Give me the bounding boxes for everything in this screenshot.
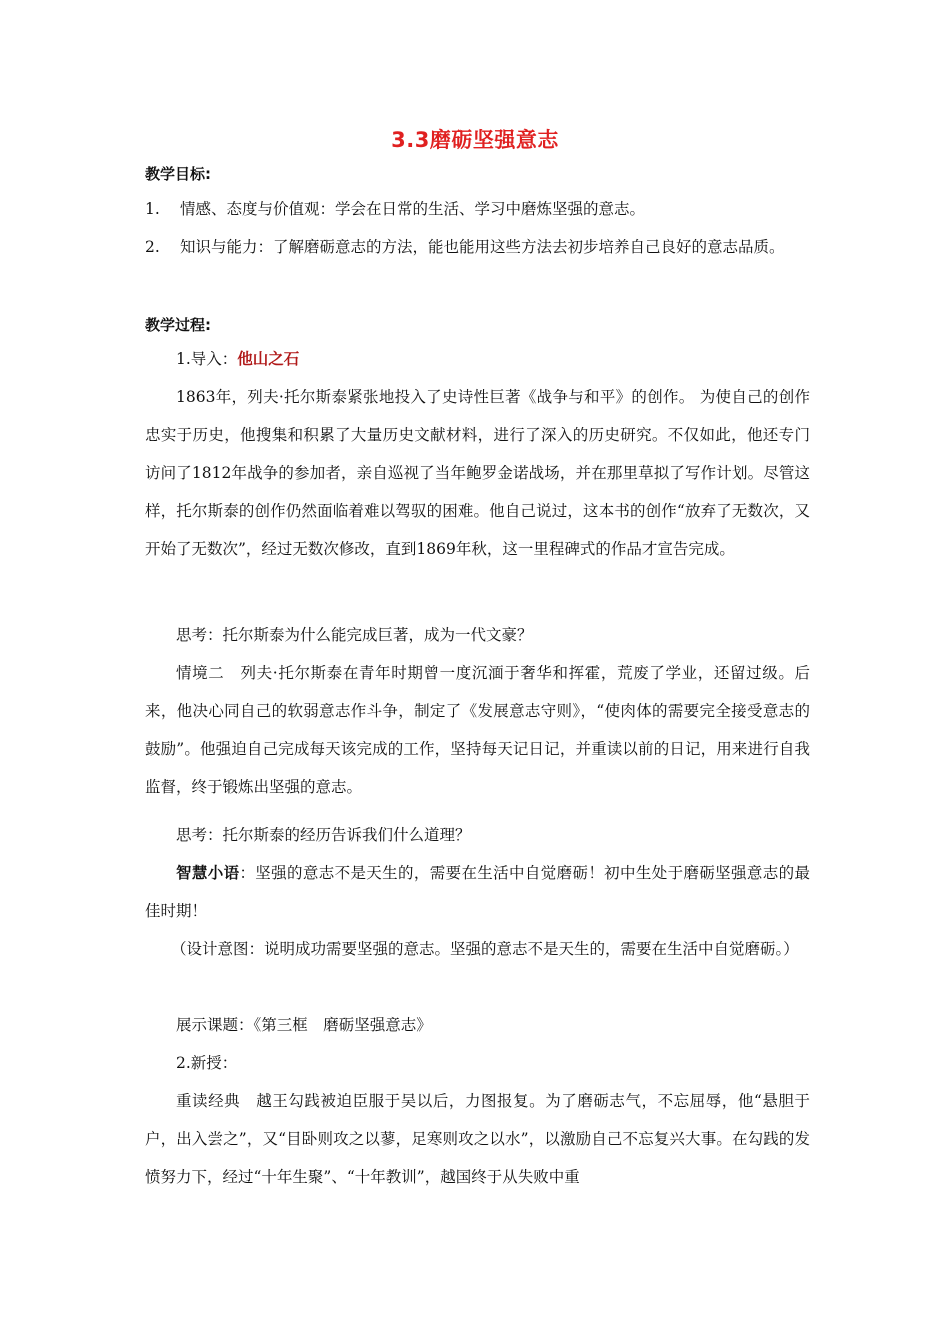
intro-label: 1.导入： [176,350,238,368]
design-intent: （设计意图：说明成功需要坚强的意志。坚强的意志不是天生的，需要在生活中自觉磨砺。） [171,940,799,958]
goal-item-text: 知识与能力：了解磨砺意志的方法，能也能用这些方法去初步培养自己良好的意志品质。 [180,238,785,256]
intro-title: 他山之石 [237,350,300,368]
goal-item-text: 情感、态度与价值观：学会在日常的生活、学习中磨炼坚强的意志。 [180,200,646,218]
process-heading: 教学过程: [145,316,211,334]
intro-line [145,340,810,378]
story-paragraph-1: 1863年，列夫·托尔斯泰紧张地投入了史诗性巨著《战争与和平》的创作。 为使自己的创作忠实于历史，他搜集和积累了大量历史文献材料，进行了深入的历史研究。不仅如此，他还专门访问了1812年战争的参加者，亲自巡视了当年鲍罗金诺战场，并在那里草拟了写作计划。尽管这样，托尔斯泰的创作仍然面临着难以驾驭的困难。他自己说过，这本书的创作“放弃了无数次，又开始了无数次”，经过无数次修改，直到1869年秋，这一里程碑式的作品才宣告完成。 [145,388,810,558]
new-lesson-label: 2.新授： [176,1054,238,1072]
goals-heading: 教学目标: [145,165,211,183]
think-question-1: 思考：托尔斯泰为什么能完成巨著，成为一代文豪？ [176,626,533,644]
goal-item-2 [145,228,810,266]
goal-item-number: 2. [145,238,160,256]
goal-item-number: 1. [145,200,160,218]
story-paragraph-2: 情境二 列夫·托尔斯泰在青年时期曾一度沉湎于奢华和挥霍，荒废了学业，还留过级。后来，他决心同自己的软弱意志作斗争，制定了《发展意志守则》，“使肉体的需要完全接受意志的鼓励”。他强迫自己完成每天该完成的工作，坚持每天记日记，并重读以前的日记，用来进行自我监督，终于锻炼出坚强的意志。 [145,664,810,796]
page-title: 3.3磨砺坚强意志 [391,128,559,152]
wisdom-label: 智慧小语 [176,864,240,882]
wisdom-text: ：坚强的意志不是天生的，需要在生活中自觉磨砺！初中生处于磨砺坚强意志的最佳时期！ [145,864,810,920]
classic-paragraph: 重读经典 越王勾践被迫臣服于吴以后，力图报复。为了磨砺志气，不忘屈辱，他“悬胆于户，出入尝之”，又“目卧则攻之以蓼，足寒则攻之以水”，以激励自己不忘复兴大事。在勾践的发愤努力下，经过“十年生聚”、“十年教训”，越国终于从失败中重 [145,1092,810,1186]
wisdom-paragraph [145,854,810,930]
think-question-2: 思考：托尔斯泰的经历告诉我们什么道理？ [176,826,471,844]
goal-item-1 [145,190,810,228]
show-topic: 展示课题：《第三框 磨砺坚强意志》 [176,1016,432,1034]
